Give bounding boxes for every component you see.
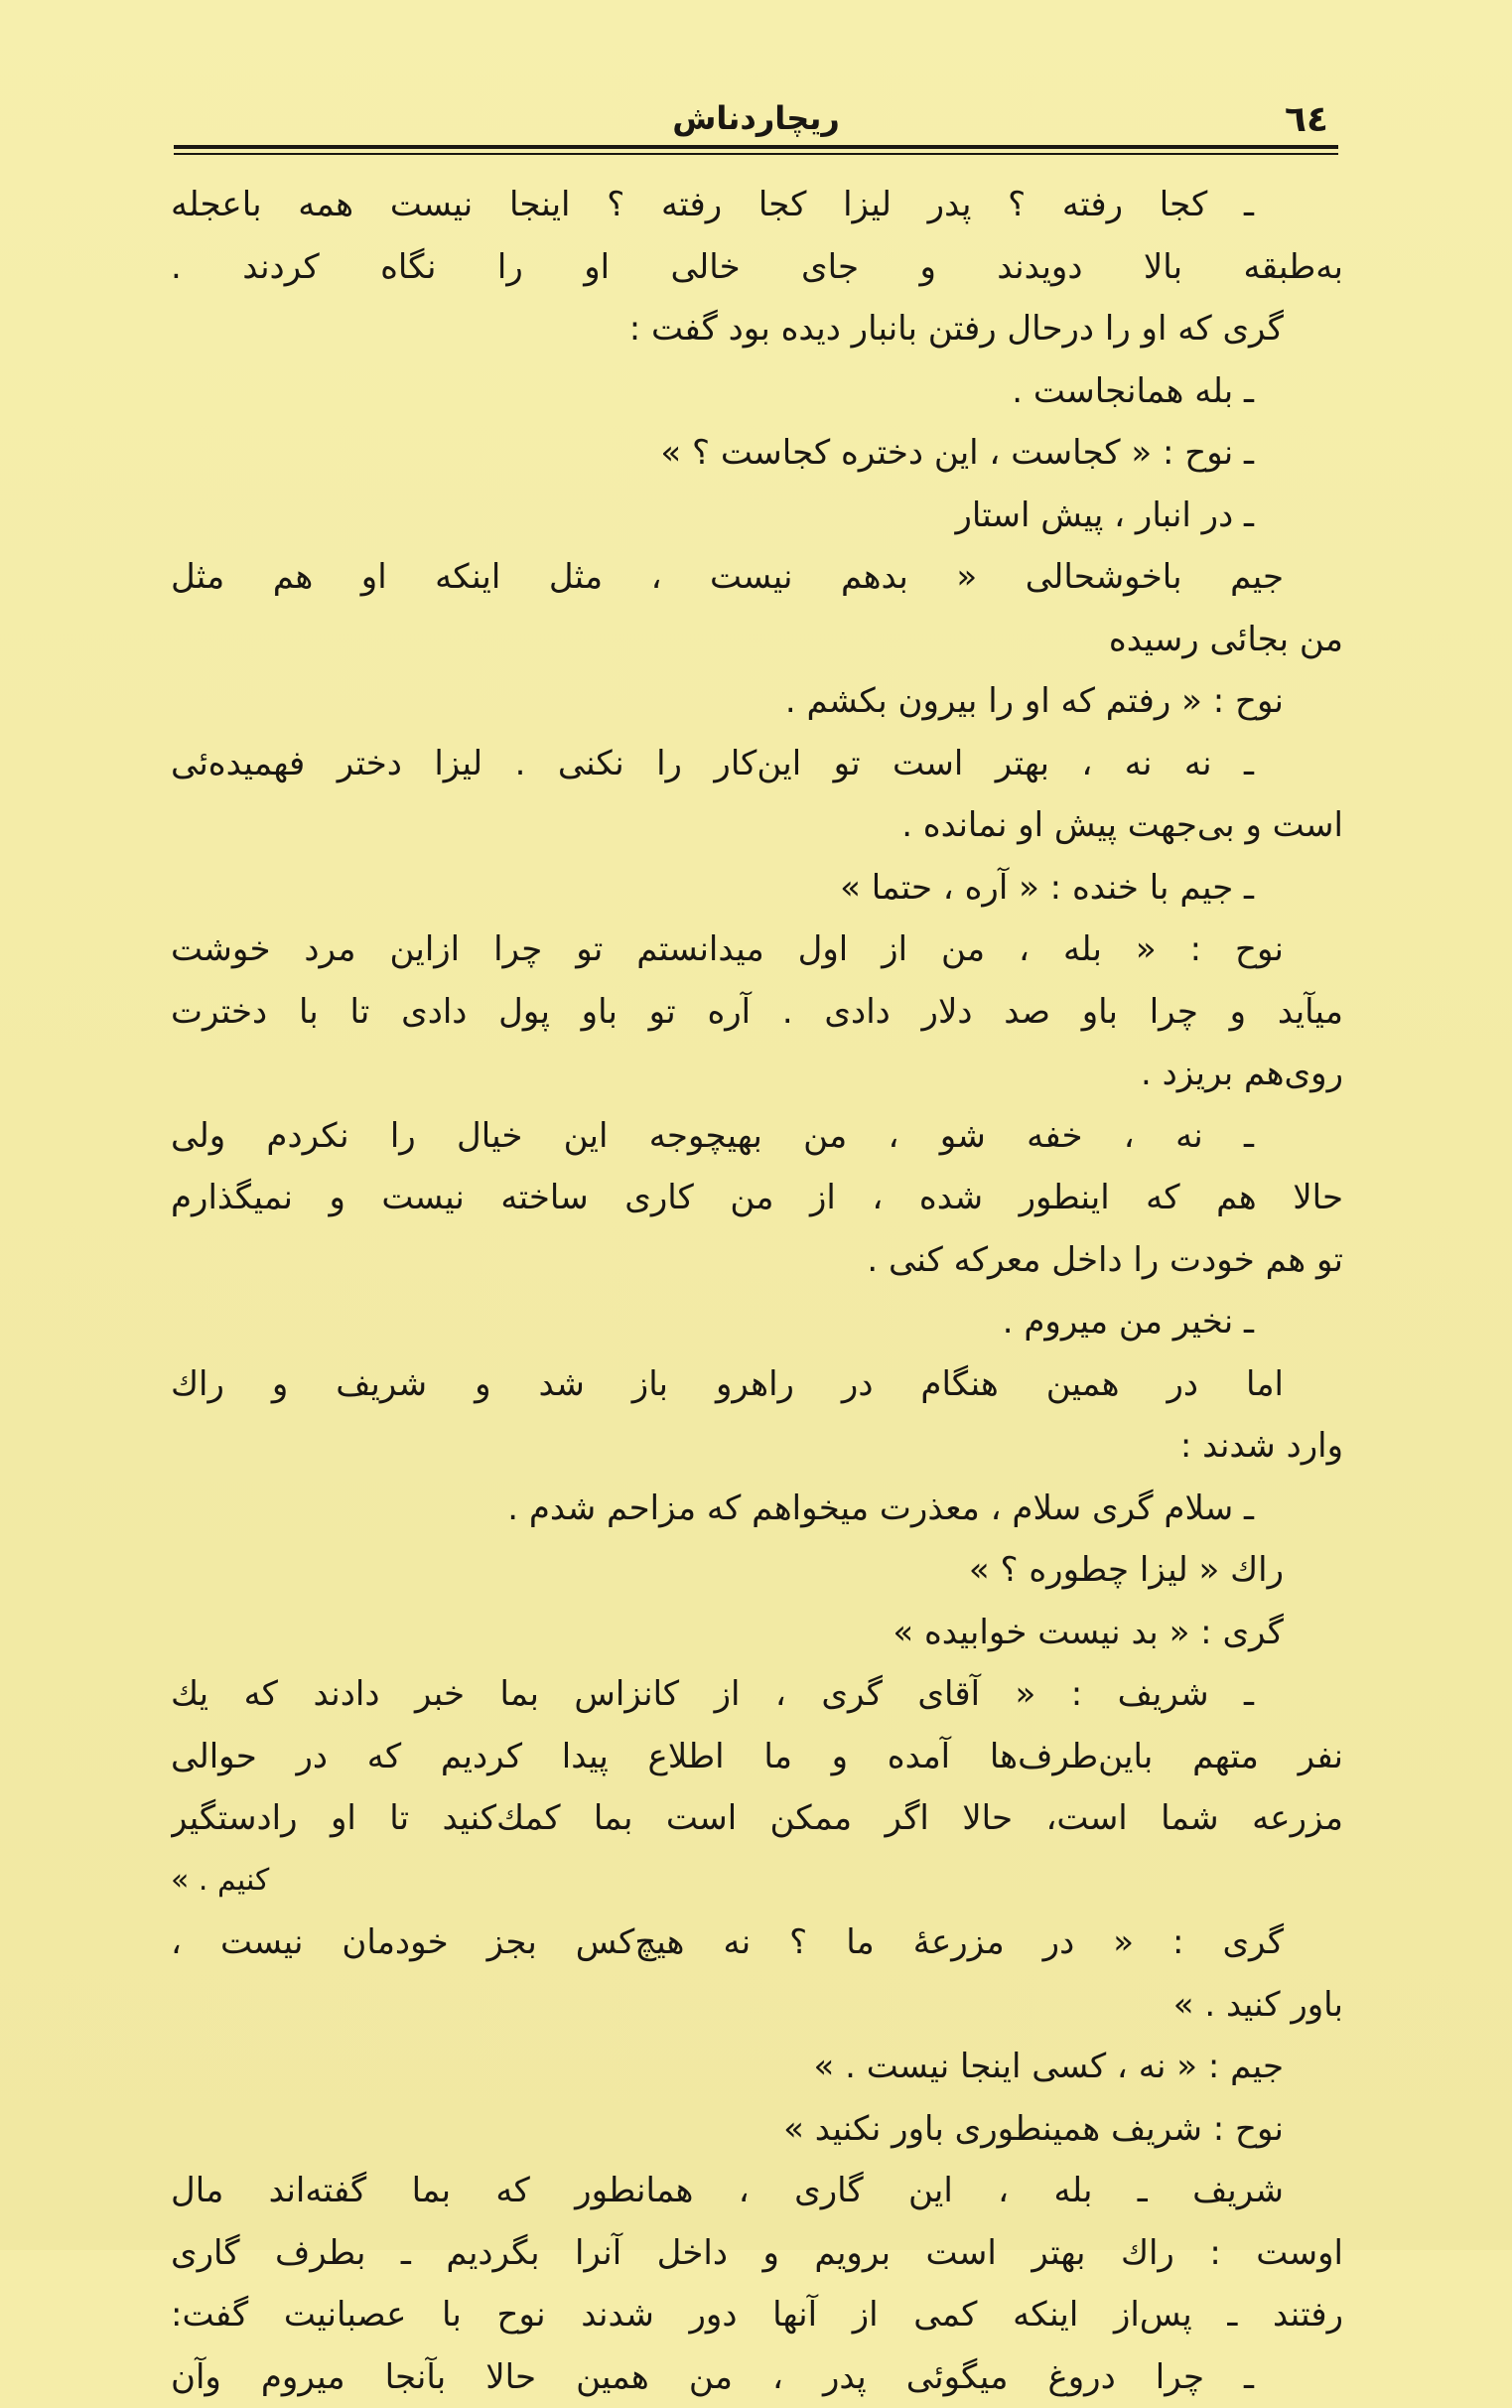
text-line: حالا هم که اینطور شده ، از من کاری ساخته نیست و نمیگذارم: [171, 1167, 1343, 1229]
body-text: [171, 174, 1343, 2408]
text-line: من بجائی رسیده: [171, 609, 1343, 671]
text-line: گری که او را درحال رفتن بانبار دیده بود گفت :: [171, 298, 1343, 360]
text-line: میآید و چرا باو صد دلار دادی . آره تو باو پول دادی تا با دخترت: [171, 981, 1343, 1044]
text-line: مزرعه شما است، حالا اگر ممکن است بما کمك‌کنید تا او رادستگیر: [171, 1787, 1343, 1850]
text-line: گری : « بد نیست خوابیده »: [171, 1602, 1343, 1664]
header-rule-thin: [174, 153, 1338, 155]
header-rule-thick: [174, 145, 1338, 149]
text-line: اوست : راك بهتر است برویم و داخل آنرا بگردیم ـ بطرف گاری: [171, 2222, 1343, 2285]
text-line: ـ بله همانجاست .: [171, 360, 1343, 423]
text-line: ـ سلام گری سلام ، معذرت میخواهم که مزاحم شدم .: [171, 1478, 1343, 1540]
text-line: به‌طبقه بالا دویدند و جای خالی او را نگاه کردند .: [171, 236, 1343, 299]
text-line: راك « لیزا چطوره ؟ »: [171, 1539, 1343, 1602]
text-line: نوح : « بله ، من از اول میدانستم تو چرا ازاین مرد خوشت: [171, 919, 1343, 981]
text-line: گری : « در مزرعهٔ ما ؟ نه هیچ‌کس بجز خودمان نیست ،: [171, 1912, 1343, 1974]
text-line: است و بی‌جهت پیش او نمانده .: [171, 794, 1343, 857]
text-line: باور کنید . »: [171, 1974, 1343, 2037]
text-line: جیم : « نه ، کسی اینجا نیست . »: [171, 2036, 1343, 2098]
text-line: شریف ـ بله ، این گاری ، همانطور که بما گفته‌اند مال: [171, 2160, 1343, 2222]
text-line: ـ نخیر من میروم .: [171, 1291, 1343, 1353]
text-line: ـ شریف : « آقای گری ، از کانزاس بما خبر دادند که يك: [171, 1663, 1343, 1726]
text-line: نوح : شریف همینطوری باور نکنید »: [171, 2098, 1343, 2161]
text-line: رفتند ـ پس‌از اینکه کمی از آنها دور شدند نوح با عصبانیت گفت:: [171, 2284, 1343, 2346]
text-line: وارد شدند :: [171, 1415, 1343, 1478]
text-line: ـ در انبار ، پیش استار: [171, 485, 1343, 547]
text-line: نفر متهم باین‌طرف‌ها آمده و ما اطلاع پیدا کردیم که در حوالی: [171, 1726, 1343, 1788]
text-line: ـ کجا رفته ؟ پدر لیزا کجا رفته ؟ اینجا نیست همه باعجله: [171, 174, 1343, 236]
text-line: اما در همین هنگام در راهرو باز شد و شریف و راك: [171, 1353, 1343, 1416]
page-header: [174, 99, 1338, 139]
text-line: نوح : « رفتم که او را بیرون بکشم .: [171, 670, 1343, 733]
running-title: ریچاردناش: [672, 99, 840, 137]
text-line: ـ نه ، خفه شو ، من بهیچوجه این خیال را نکردم ولی: [171, 1105, 1343, 1168]
page-number: ٦٤: [1285, 99, 1328, 140]
text-line: ـ نه نه ، بهتر است تو این‌کار را نکنی . لیزا دختر فهمیده‌ئی: [171, 733, 1343, 795]
text-line: کنیم . »: [171, 1850, 1343, 1912]
text-line: ـ چرا دروغ میگوئی پدر ، من همین حالا بآنجا میروم وآن: [171, 2346, 1343, 2408]
text-line: ـ نوح : « کجاست ، این دختره کجاست ؟ »: [171, 422, 1343, 485]
text-line: روی‌هم بریزد .: [171, 1043, 1343, 1105]
text-line: تو هم خودت را داخل معرکه کنی .: [171, 1229, 1343, 1292]
text-line: ـ جیم با خنده : « آره ، حتما »: [171, 857, 1343, 920]
text-line: جیم باخوشحالی « بدهم نیست ، مثل اینکه او هم مثل: [171, 546, 1343, 609]
